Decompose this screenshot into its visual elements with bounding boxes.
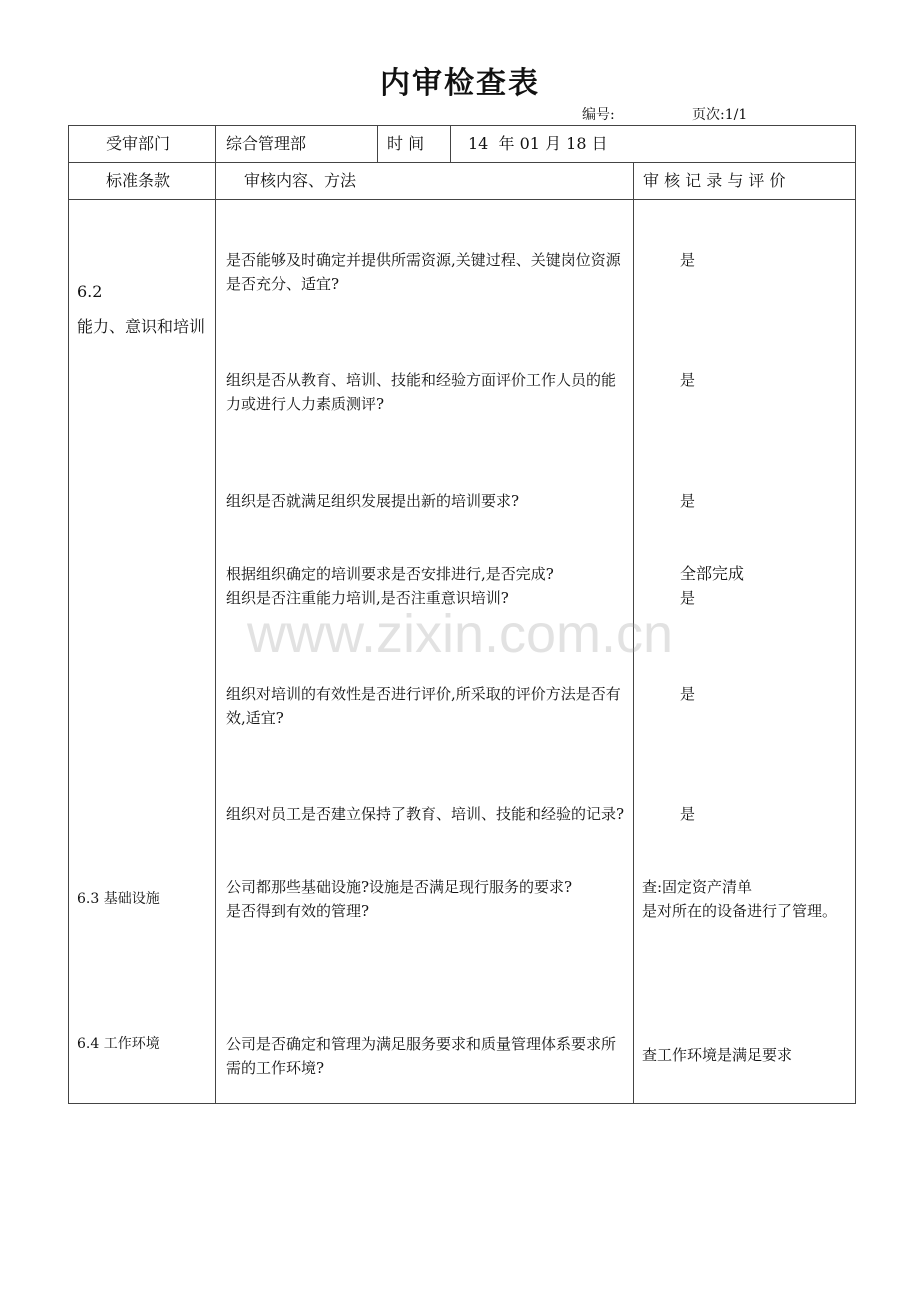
column-divider (450, 125, 451, 162)
record-line: 全部完成 (680, 564, 745, 583)
clause-number: 6.2 (77, 282, 103, 301)
column-header-content: 审核内容、方法 (244, 171, 357, 190)
audit-question: 组织对员工是否建立保持了教育、培训、技能和经验的记录? (226, 805, 625, 823)
audit-question: 是否能够及时确定并提供所需资源,关键过程、关键岗位资源是否充分、适宜? (226, 251, 621, 293)
audit-record: 是 (680, 805, 696, 823)
audit-record: 是 (680, 251, 696, 269)
document-title: 内审检查表 (380, 66, 540, 101)
watermark: www.zixin.com.cn (246, 604, 674, 664)
time-label: 时 间 (387, 134, 425, 153)
date-value: 14 年 01 月 18 日 (468, 134, 608, 153)
number-label: 编号: (582, 107, 615, 123)
page-label: 页次:1/1 (692, 107, 748, 123)
audit-record (642, 875, 837, 923)
dept-value: 综合管理部 (226, 134, 307, 153)
section-clause: 6.3 基础设施 (77, 891, 160, 907)
question-line: 是否得到有效的管理? (226, 902, 370, 920)
question-line: 公司都那些基础设施?设施是否满足现行服务的要求? (226, 878, 573, 896)
record-line: 是 (680, 589, 696, 607)
dept-label: 受审部门 (106, 134, 171, 153)
record-line: 查:固定资产清单 (642, 878, 753, 896)
section-clause: 6.4 工作环境 (77, 1036, 160, 1052)
row-divider (68, 162, 856, 163)
row-divider (68, 199, 856, 200)
column-header-clause: 标准条款 (106, 171, 171, 190)
section-clause (77, 274, 212, 344)
column-header-record: 审 核 记 录 与 评 价 (643, 171, 786, 190)
clause-title: 能力、意识和培训 (77, 317, 206, 336)
record-line: 是对所在的设备进行了管理。 (642, 902, 838, 920)
audit-question: 公司是否确定和管理为满足服务要求和质量管理体系要求所需的工作环境? (226, 1035, 617, 1077)
audit-record: 是 (680, 371, 696, 389)
audit-record: 是 (680, 685, 696, 703)
audit-record: 查工作环境是满足要求 (642, 1046, 793, 1064)
column-divider (377, 125, 378, 162)
question-line: 组织是否注重能力培训,是否注重意识培训? (226, 589, 509, 607)
audit-question: 组织是否从教育、培训、技能和经验方面评价工作人员的能力或进行人力素质测评? (226, 371, 617, 413)
question-line: 根据组织确定的培训要求是否安排进行,是否完成? (226, 565, 554, 583)
audit-record: 是 (680, 492, 696, 510)
audit-question: 组织是否就满足组织发展提出新的培训要求? (226, 492, 520, 510)
audit-question: 组织对培训的有效性是否进行评价,所采取的评价方法是否有效,适宜? (226, 685, 621, 727)
audit-question (226, 875, 630, 923)
